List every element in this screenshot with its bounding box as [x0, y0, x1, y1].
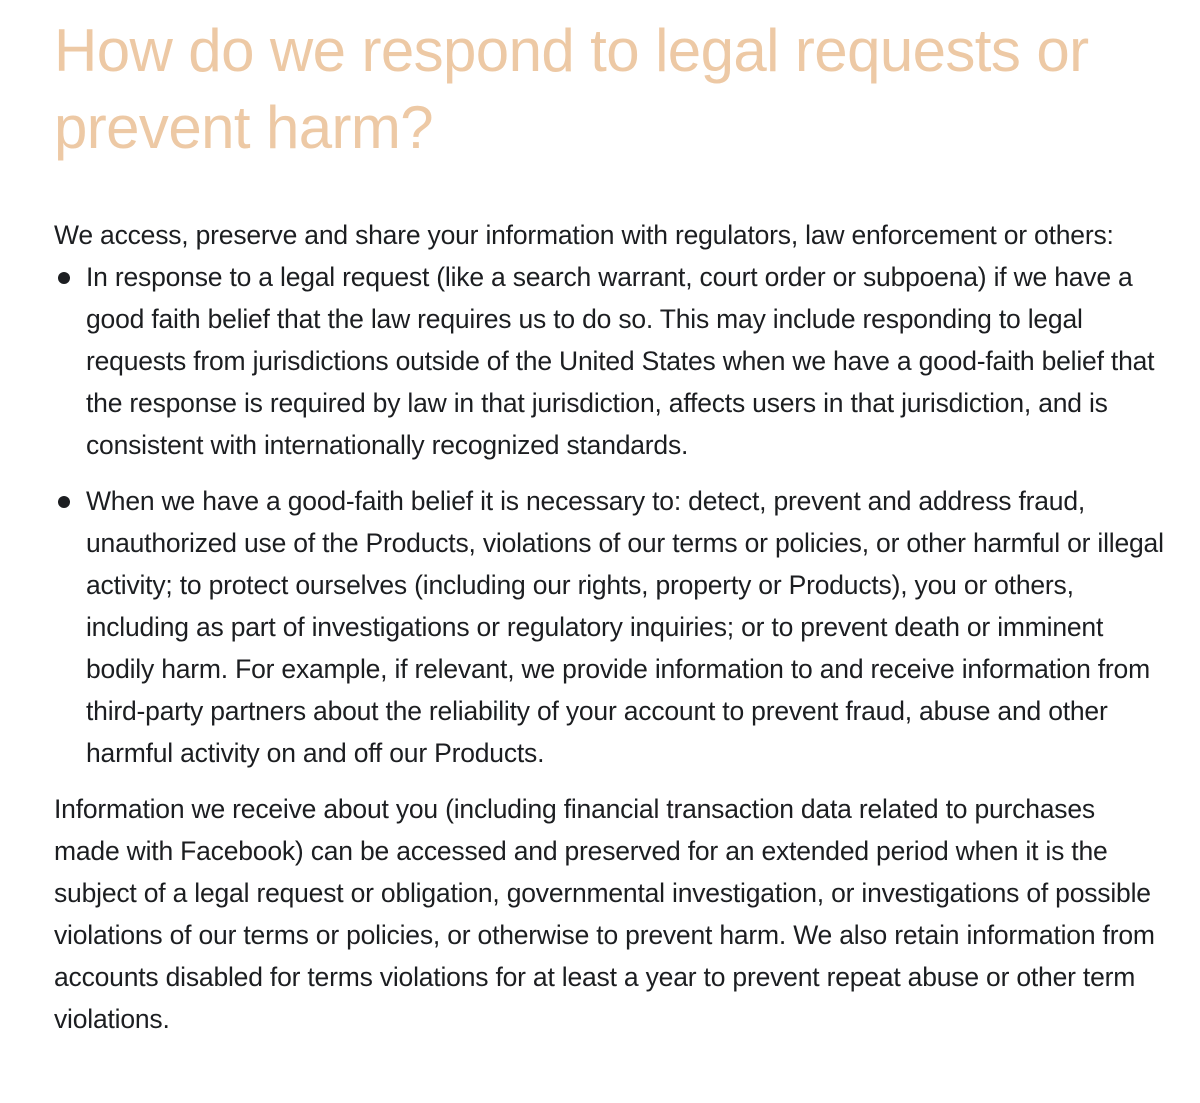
list-item: [54, 480, 1164, 774]
intro-paragraph: We access, preserve and share your information with regulators, law enforcement or others:: [54, 220, 1114, 250]
bullet-dot-icon: [58, 496, 70, 508]
list-item-text: In response to a legal request (like a search warrant, court order or subpoena) if we have a good faith belief that the law requires us to do so. This may include responding to legal requests from jurisdictions outside of the United States when we have a good-faith belief that the response is required by law in that jurisdiction, affects users in that jurisdiction, and is consistent with internationally recognized standards.: [86, 262, 1155, 460]
policy-section: [54, 0, 1164, 1040]
list-item-text: When we have a good-faith belief it is necessary to: detect, prevent and address fraud, unauthorized use of the Products, violations of our terms or policies, or other harmful or illegal activity; to protect ourselves (including our rights, property or Products), you or others, including as part of investigations or regulatory inquiries; or to prevent death or imminent bodily harm. For example, if relevant, we provide information to and receive information from third-party partners about the reliability of your account to prevent fraud, abuse and other harmful activity on and off our Products.: [86, 486, 1164, 768]
closing-paragraph: Information we receive about you (including financial transaction data related to purchases made with Facebook) can be accessed and preserved for an extended period when it is the subject of a legal request or obligation, governmental investigation, or investigations of possible violations of our terms or policies, or otherwise to prevent harm. We also retain information from accounts disabled for terms violations for at least a year to prevent repeat abuse or other term violations.: [54, 794, 1155, 1034]
bullet-dot-icon: [58, 272, 70, 284]
bullet-list: [54, 256, 1164, 774]
list-item: [54, 256, 1164, 466]
section-heading: How do we respond to legal requests or prevent harm?: [54, 17, 1089, 161]
